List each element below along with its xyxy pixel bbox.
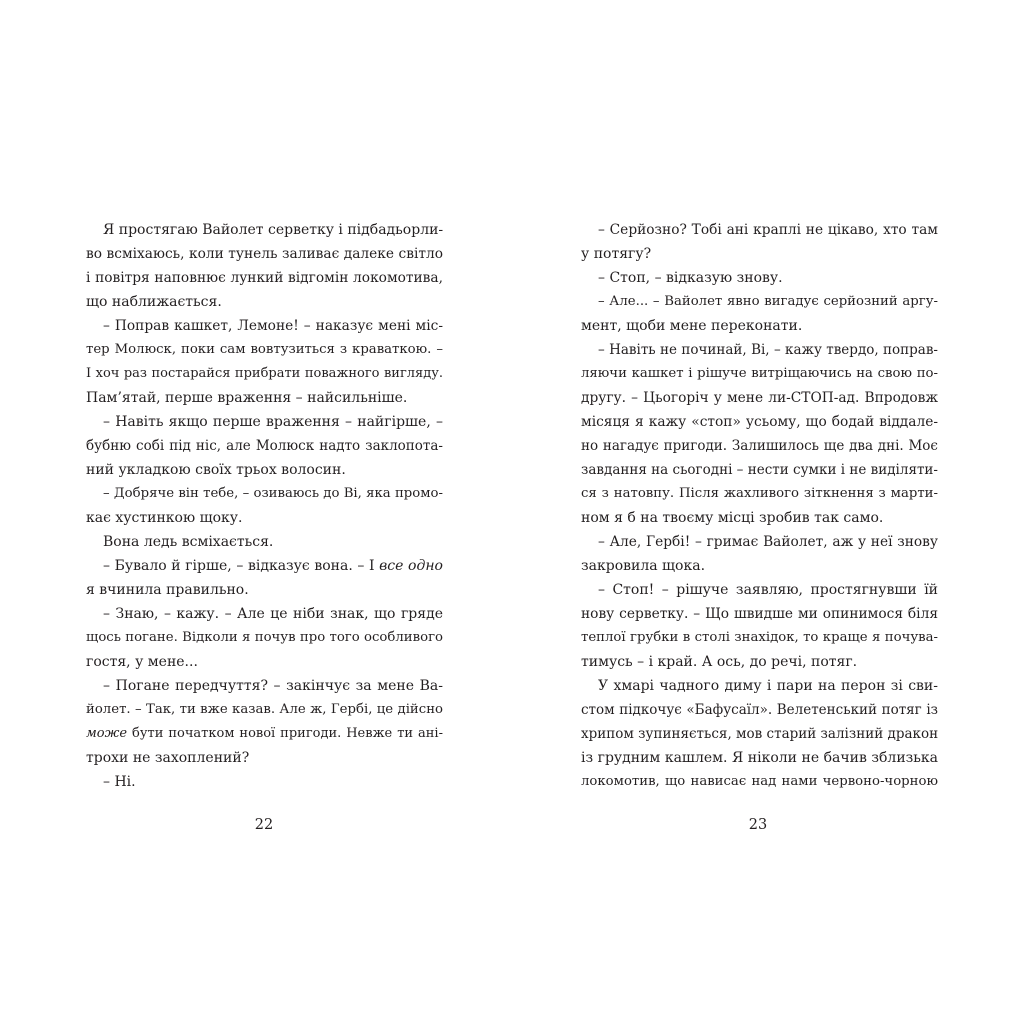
line-text: – Добряче він тебе, – озиваюсь до Ві, яка промо- — [103, 486, 443, 501]
text-line — [581, 482, 938, 506]
line-text: я вчинила правильно. — [86, 582, 249, 598]
line-text: І хоч раз постарайся прибрати поважного вигляду. — [86, 366, 443, 381]
text-line — [581, 746, 938, 770]
line-text: другу. – Цьогоріч у мене ли-СТОП-ад. Впродовж — [581, 390, 938, 406]
text-line — [581, 578, 938, 602]
line-text: – Ні. — [103, 774, 136, 790]
text-line — [86, 338, 443, 362]
line-text: Вона ледь всміхається. — [103, 534, 274, 550]
text-line — [86, 698, 443, 722]
text-line — [86, 770, 443, 794]
text-line — [86, 410, 443, 434]
line-text: – Стоп! – рішуче заявляю, простягнувши їй — [598, 582, 938, 598]
text-line — [581, 410, 938, 434]
line-text: місяця я кажу «стоп» усьому, що бодай віддале- — [581, 414, 938, 430]
line-text: – Але... – Вайолет явно вигадує серйозний аргу- — [598, 294, 938, 309]
text-line — [581, 266, 938, 290]
line-text: – Погане передчуття? – закінчує за мене Ва- — [103, 678, 443, 694]
line-text: – Але, Гербі! – гримає Вайолет, аж у неї знову — [598, 534, 938, 550]
line-text: – Знаю, – кажу. – Але це ніби знак, що гряде — [103, 606, 443, 622]
line-text: У хмарі чадного диму і пари на перон зі сви- — [598, 678, 938, 694]
text-line — [86, 626, 443, 650]
line-text: ся з натовпу. Після жахливого зіткнення з марти- — [581, 486, 938, 501]
text-line — [86, 578, 443, 602]
line-text: ляючи кашкет і рішуче витріщаючись на свою по- — [581, 366, 938, 381]
page-number-left: 22 — [254, 817, 274, 833]
text-line — [581, 506, 938, 530]
text-line — [581, 242, 938, 266]
text-line — [86, 290, 443, 314]
text-line — [86, 314, 443, 338]
line-text: трохи не захоплений? — [86, 750, 250, 766]
line-text: локомотив, що нависає над нами червоно-чорною — [581, 774, 938, 789]
line-text: Пам’ятай, перше враження – найсильніше. — [86, 390, 408, 406]
text-line — [86, 650, 443, 674]
text-line — [86, 434, 443, 458]
italic-emphasis: може — [86, 726, 128, 741]
line-text: бубню собі під ніс, але Молюск надто заклопота- — [86, 438, 443, 454]
text-line — [581, 362, 938, 386]
text-line — [581, 602, 938, 626]
line-text: теплої грубки в столі знахідок, то краще я почува- — [581, 630, 938, 645]
line-text: і повітря наповнює лункий відгомін локомотива, — [86, 270, 443, 286]
text-line — [581, 338, 938, 362]
text-line — [86, 266, 443, 290]
line-text: – Стоп, – відказую знову. — [598, 270, 783, 286]
text-line — [581, 434, 938, 458]
line-text: хрипом зупиняється, мов старий залізний дракон — [581, 726, 939, 742]
text-line — [86, 554, 443, 578]
text-line — [86, 218, 443, 242]
text-line — [581, 554, 938, 578]
text-line — [581, 698, 938, 722]
text-line — [86, 602, 443, 626]
line-text: но нагадує пригоди. Залишилось ще два дні. Моє — [581, 438, 938, 454]
line-text: – Навіть не починай, Ві, – кажу твердо, поправ- — [598, 342, 938, 358]
line-text: закровила щока. — [581, 558, 706, 574]
italic-emphasis: все одно — [379, 558, 443, 574]
text-line — [86, 386, 443, 410]
line-text: во всміхаюсь, коли тунель заливає далеке світло — [86, 246, 443, 262]
text-line — [86, 530, 443, 554]
line-text: бути початком нової пригоди. Невже ти ані- — [132, 726, 443, 741]
text-line — [86, 362, 443, 386]
line-text: ний укладкою своїх трьох волосин. — [86, 462, 346, 478]
line-text: – Бувало й гірше, – відказує вона. – І — [103, 558, 375, 574]
text-line — [581, 314, 938, 338]
line-text: йолет. – Так, ти вже казав. Але ж, Гербі, це дійсно — [86, 702, 443, 717]
line-text: гостя, у мене... — [86, 654, 198, 670]
text-line — [581, 674, 938, 698]
line-text: що наближається. — [86, 294, 222, 310]
line-text: тер Молюск, поки сам вовтузиться з краваткою. – — [86, 342, 443, 357]
line-text: ном я б на твоєму місці зробив так само. — [581, 510, 884, 526]
right-page-text — [581, 218, 938, 794]
text-line — [581, 458, 938, 482]
line-text: нову серветку. – Що швидше ми опинимося біля — [581, 606, 938, 622]
line-text: – Поправ кашкет, Лемоне! – наказує мені міс- — [103, 318, 443, 334]
line-text: – Навіть якщо перше враження – найгірше, – — [103, 414, 443, 430]
text-line — [86, 674, 443, 698]
line-text: Я простягаю Вайолет серветку і підбадьорли- — [103, 222, 444, 238]
text-line — [581, 218, 938, 242]
left-page-text — [86, 218, 443, 794]
line-text: у потягу? — [581, 246, 652, 262]
text-line — [581, 770, 938, 794]
line-text: тимусь – і край. А ось, до речі, потяг. — [581, 654, 858, 670]
text-line — [86, 242, 443, 266]
line-text: щось погане. Відколи я почув про того особливого — [86, 630, 443, 645]
text-line — [86, 482, 443, 506]
line-text: – Серйозно? Тобі ані краплі не цікаво, хто там — [598, 222, 938, 238]
line-text: кає хустинкою щоку. — [86, 510, 243, 526]
page-number-right: 23 — [748, 817, 768, 833]
text-line — [86, 458, 443, 482]
text-line — [581, 290, 938, 314]
text-line — [581, 530, 938, 554]
line-text: стом підкочує «Бафусаїл». Велетенський потяг із — [581, 702, 938, 718]
line-text: завдання на сьогодні – нести сумки і не виділяти- — [581, 462, 938, 478]
text-line — [581, 722, 938, 746]
line-text: із грудним кашлем. Я ніколи не бачив зблизька — [581, 750, 938, 766]
text-line — [86, 722, 443, 746]
text-line — [86, 506, 443, 530]
text-line — [581, 650, 938, 674]
text-line — [86, 746, 443, 770]
text-line — [581, 626, 938, 650]
line-text: мент, щоби мене переконати. — [581, 318, 803, 334]
text-line — [581, 386, 938, 410]
